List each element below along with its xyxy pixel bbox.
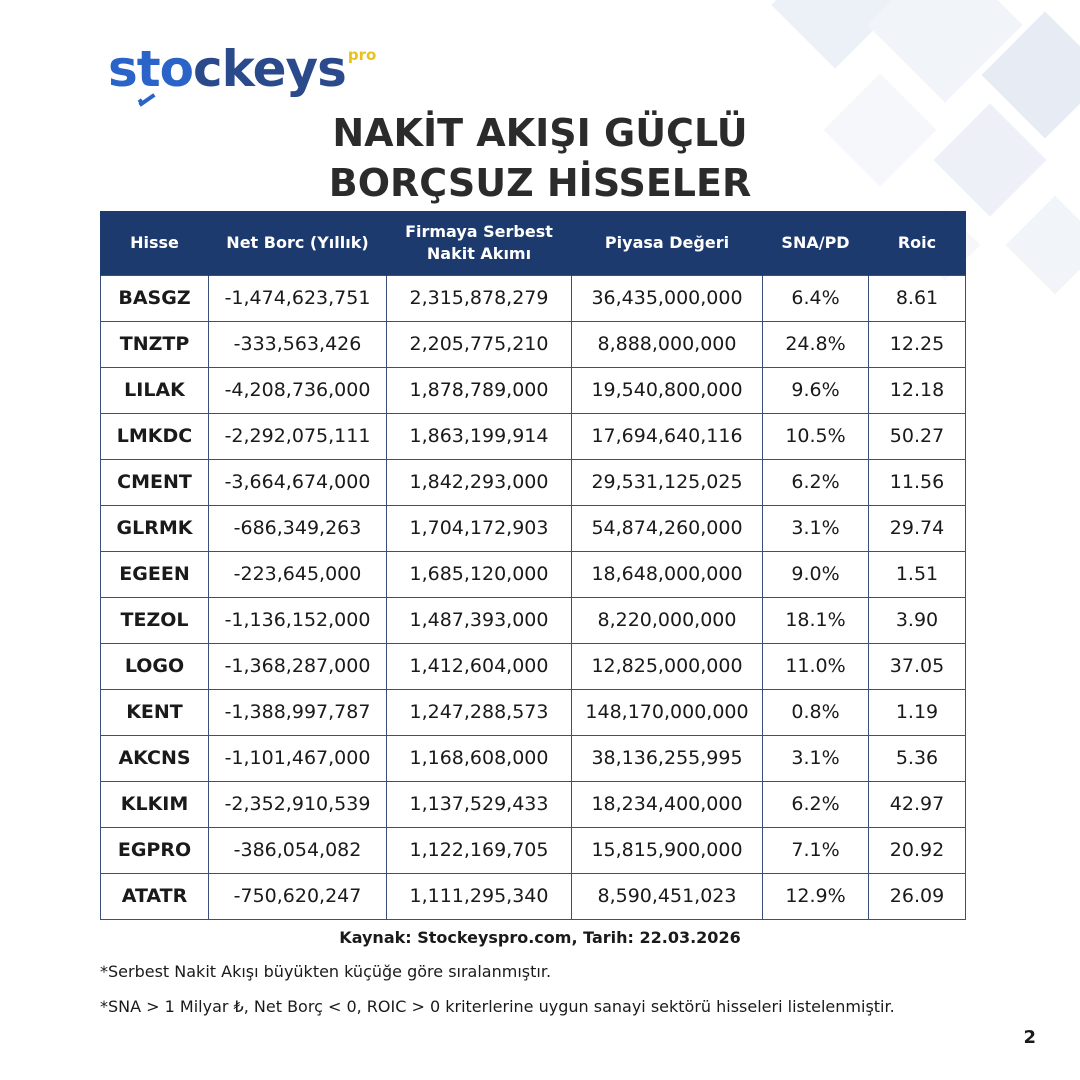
cell-serbest-nakit: 1,863,199,914 bbox=[387, 413, 572, 459]
footnote-sorting: *Serbest Nakit Akışı büyükten küçüğe göre sıralanmıştır. bbox=[100, 962, 552, 981]
cell-piyasa-degeri: 148,170,000,000 bbox=[572, 689, 763, 735]
cell-roic: 12.25 bbox=[869, 321, 966, 367]
page-number: 2 bbox=[1023, 1027, 1036, 1048]
cell-net-borc: -4,208,736,000 bbox=[209, 367, 387, 413]
column-header-sna-pd: SNA/PD bbox=[763, 211, 869, 275]
cell-ticker: CMENT bbox=[101, 459, 209, 505]
table-row bbox=[101, 735, 966, 781]
cell-sna-pd: 0.8% bbox=[763, 689, 869, 735]
cell-piyasa-degeri: 18,234,400,000 bbox=[572, 781, 763, 827]
cell-ticker: GLRMK bbox=[101, 505, 209, 551]
cell-ticker: BASGZ bbox=[101, 275, 209, 321]
cell-roic: 8.61 bbox=[869, 275, 966, 321]
stock-table bbox=[100, 211, 966, 920]
table-row bbox=[101, 413, 966, 459]
cell-piyasa-degeri: 19,540,800,000 bbox=[572, 367, 763, 413]
cell-net-borc: -686,349,263 bbox=[209, 505, 387, 551]
cell-serbest-nakit: 2,315,878,279 bbox=[387, 275, 572, 321]
cell-ticker: ATATR bbox=[101, 873, 209, 919]
column-header-roic: Roic bbox=[869, 211, 966, 275]
cell-sna-pd: 6.2% bbox=[763, 781, 869, 827]
table-row bbox=[101, 275, 966, 321]
cell-net-borc: -1,136,152,000 bbox=[209, 597, 387, 643]
cell-ticker: EGEEN bbox=[101, 551, 209, 597]
cell-sna-pd: 10.5% bbox=[763, 413, 869, 459]
cell-serbest-nakit: 1,137,529,433 bbox=[387, 781, 572, 827]
source-caption: Kaynak: Stockeyspro.com, Tarih: 22.03.2026 bbox=[339, 928, 741, 947]
cell-net-borc: -333,563,426 bbox=[209, 321, 387, 367]
cell-net-borc: -386,054,082 bbox=[209, 827, 387, 873]
cell-piyasa-degeri: 54,874,260,000 bbox=[572, 505, 763, 551]
title-line-2: BORÇSUZ HİSSELER bbox=[328, 161, 752, 205]
cell-sna-pd: 24.8% bbox=[763, 321, 869, 367]
cell-net-borc: -2,292,075,111 bbox=[209, 413, 387, 459]
column-header-serbest-nakit: Firmaya Serbest Nakit Akımı bbox=[387, 211, 572, 275]
table-row bbox=[101, 597, 966, 643]
table-row bbox=[101, 873, 966, 919]
column-header-piyasa-degeri: Piyasa Değeri bbox=[572, 211, 763, 275]
cell-roic: 1.51 bbox=[869, 551, 966, 597]
cell-piyasa-degeri: 15,815,900,000 bbox=[572, 827, 763, 873]
logo-text-part2: ckeys bbox=[193, 40, 346, 98]
cell-sna-pd: 9.6% bbox=[763, 367, 869, 413]
cell-ticker: LILAK bbox=[101, 367, 209, 413]
table-body bbox=[101, 275, 966, 919]
cell-roic: 26.09 bbox=[869, 873, 966, 919]
cell-net-borc: -3,664,674,000 bbox=[209, 459, 387, 505]
table-row bbox=[101, 827, 966, 873]
cell-piyasa-degeri: 29,531,125,025 bbox=[572, 459, 763, 505]
table-header-row bbox=[101, 211, 966, 275]
cell-sna-pd: 7.1% bbox=[763, 827, 869, 873]
cell-serbest-nakit: 1,487,393,000 bbox=[387, 597, 572, 643]
page-title bbox=[0, 108, 1080, 208]
cell-serbest-nakit: 1,878,789,000 bbox=[387, 367, 572, 413]
cell-sna-pd: 6.4% bbox=[763, 275, 869, 321]
table-row bbox=[101, 551, 966, 597]
cell-sna-pd: 6.2% bbox=[763, 459, 869, 505]
cell-serbest-nakit: 1,842,293,000 bbox=[387, 459, 572, 505]
cell-net-borc: -2,352,910,539 bbox=[209, 781, 387, 827]
cell-net-borc: -750,620,247 bbox=[209, 873, 387, 919]
cell-sna-pd: 12.9% bbox=[763, 873, 869, 919]
cell-piyasa-degeri: 38,136,255,995 bbox=[572, 735, 763, 781]
cell-piyasa-degeri: 8,590,451,023 bbox=[572, 873, 763, 919]
cell-serbest-nakit: 1,122,169,705 bbox=[387, 827, 572, 873]
cell-net-borc: -1,368,287,000 bbox=[209, 643, 387, 689]
cell-serbest-nakit: 1,168,608,000 bbox=[387, 735, 572, 781]
table-row bbox=[101, 367, 966, 413]
logo-suffix: pro bbox=[347, 46, 377, 64]
column-header-net-borc: Net Borc (Yıllık) bbox=[209, 211, 387, 275]
cell-sna-pd: 3.1% bbox=[763, 735, 869, 781]
cell-roic: 11.56 bbox=[869, 459, 966, 505]
cell-sna-pd: 3.1% bbox=[763, 505, 869, 551]
cell-serbest-nakit: 1,685,120,000 bbox=[387, 551, 572, 597]
cell-ticker: LMKDC bbox=[101, 413, 209, 459]
cell-roic: 5.36 bbox=[869, 735, 966, 781]
cell-net-borc: -1,474,623,751 bbox=[209, 275, 387, 321]
cell-roic: 3.90 bbox=[869, 597, 966, 643]
table-row bbox=[101, 505, 966, 551]
table-row bbox=[101, 643, 966, 689]
cell-piyasa-degeri: 17,694,640,116 bbox=[572, 413, 763, 459]
cell-ticker: EGPRO bbox=[101, 827, 209, 873]
column-header-hisse: Hisse bbox=[101, 211, 209, 275]
cell-roic: 20.92 bbox=[869, 827, 966, 873]
cell-roic: 1.19 bbox=[869, 689, 966, 735]
title-line-1: NAKİT AKIŞI GÜÇLÜ bbox=[332, 111, 748, 155]
cell-ticker: TEZOL bbox=[101, 597, 209, 643]
cell-piyasa-degeri: 8,220,000,000 bbox=[572, 597, 763, 643]
cell-ticker: LOGO bbox=[101, 643, 209, 689]
cell-serbest-nakit: 1,111,295,340 bbox=[387, 873, 572, 919]
key-icon bbox=[136, 84, 166, 108]
cell-piyasa-degeri: 36,435,000,000 bbox=[572, 275, 763, 321]
cell-sna-pd: 11.0% bbox=[763, 643, 869, 689]
cell-net-borc: -223,645,000 bbox=[209, 551, 387, 597]
cell-ticker: KENT bbox=[101, 689, 209, 735]
cell-sna-pd: 9.0% bbox=[763, 551, 869, 597]
cell-serbest-nakit: 2,205,775,210 bbox=[387, 321, 572, 367]
cell-net-borc: -1,101,467,000 bbox=[209, 735, 387, 781]
table-row bbox=[101, 459, 966, 505]
cell-roic: 50.27 bbox=[869, 413, 966, 459]
table-row bbox=[101, 689, 966, 735]
cell-ticker: AKCNS bbox=[101, 735, 209, 781]
footnote-criteria: *SNA > 1 Milyar ₺, Net Borç < 0, ROIC > 0 kriterlerine uygun sanayi sektörü hisseleri listelenmiştir. bbox=[100, 997, 895, 1016]
cell-ticker: KLKIM bbox=[101, 781, 209, 827]
table-row bbox=[101, 781, 966, 827]
cell-serbest-nakit: 1,412,604,000 bbox=[387, 643, 572, 689]
cell-roic: 42.97 bbox=[869, 781, 966, 827]
cell-piyasa-degeri: 8,888,000,000 bbox=[572, 321, 763, 367]
cell-roic: 37.05 bbox=[869, 643, 966, 689]
logo-text-part1: sto bbox=[108, 40, 194, 98]
cell-net-borc: -1,388,997,787 bbox=[209, 689, 387, 735]
table-row bbox=[101, 321, 966, 367]
cell-serbest-nakit: 1,704,172,903 bbox=[387, 505, 572, 551]
cell-piyasa-degeri: 18,648,000,000 bbox=[572, 551, 763, 597]
cell-serbest-nakit: 1,247,288,573 bbox=[387, 689, 572, 735]
cell-roic: 29.74 bbox=[869, 505, 966, 551]
cell-piyasa-degeri: 12,825,000,000 bbox=[572, 643, 763, 689]
cell-sna-pd: 18.1% bbox=[763, 597, 869, 643]
cell-roic: 12.18 bbox=[869, 367, 966, 413]
cell-ticker: TNZTP bbox=[101, 321, 209, 367]
